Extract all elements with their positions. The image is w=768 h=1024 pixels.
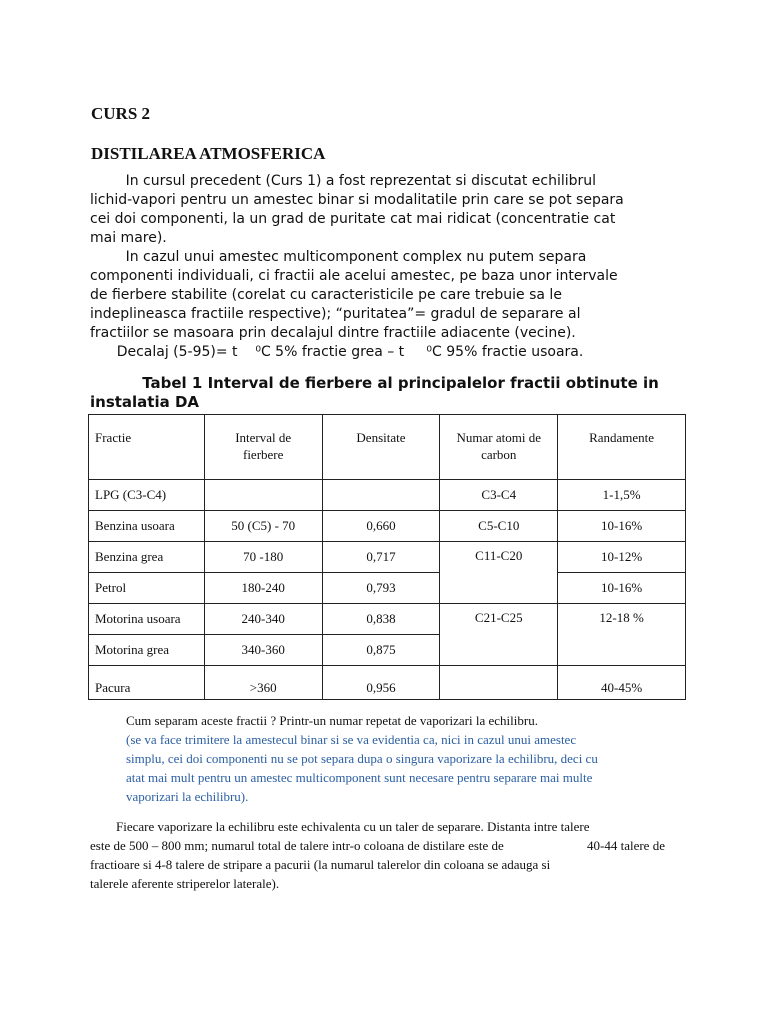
cell-densitate: 0,875 — [322, 635, 440, 666]
cell-interval: 70 -180 — [204, 542, 322, 573]
table-row — [89, 573, 686, 604]
fractions-table — [88, 414, 686, 700]
tray-paragraph — [90, 817, 710, 893]
cell-fractie: Petrol — [89, 573, 205, 604]
tray-line: este de 500 – 800 mm; numarul total de talere intr-o coloana de distilare este de — [90, 838, 504, 853]
table-caption-line: instalatia DA — [90, 393, 200, 411]
cell-randament: 1-1,5% — [558, 480, 686, 511]
intro-line: cei doi componenti, la un grad de puritate cat mai ridicat (concentratie cat — [90, 211, 616, 227]
decalaj-formula: Decalaj (5-95)= t ⁰C 5% fractie grea – t ⁰C 95% fractie usoara. — [90, 344, 584, 360]
header-interval-line: Interval de — [235, 430, 292, 445]
cell-fractie: Motorina usoara — [89, 604, 205, 635]
cell-fractie: Motorina grea — [89, 635, 205, 666]
note-line: vaporizari la echilibru). — [126, 789, 249, 804]
cell-fractie: Benzina grea — [89, 542, 205, 573]
cell-carbon: C5-C10 — [440, 511, 558, 542]
header-densitate: Densitate — [322, 415, 440, 480]
course-title-heading: DISTILAREA ATMOSFERICA — [91, 144, 326, 163]
intro-line: indeplineasca fractiile respective); “puritatea”= gradul de separare al — [90, 306, 581, 322]
intro-line: In cazul unui amestec multicomponent complex nu putem separa — [90, 249, 587, 265]
header-randamente: Randamente — [558, 415, 686, 480]
table-row — [89, 666, 686, 700]
cell-densitate: 0,793 — [322, 573, 440, 604]
intro-line: In cursul precedent (Curs 1) a fost reprezentat si discutat echilibrul — [90, 173, 597, 189]
cell-randament: 12-18 % — [558, 604, 686, 666]
tray-line: talerele aferente striperelor laterale). — [90, 876, 280, 891]
table-header-row — [89, 415, 686, 480]
cell-densitate: 0,717 — [322, 542, 440, 573]
table-row — [89, 604, 686, 635]
cell-interval: 50 (C5) - 70 — [204, 511, 322, 542]
tray-line: Fiecare vaporizare la echilibru este echivalenta cu un taler de separare. Distanta intre talere — [116, 819, 590, 834]
cell-randament: 10-16% — [558, 573, 686, 604]
cell-randament: 40-45% — [558, 666, 686, 700]
intro-line: componenti individuali, ci fractii ale acelui amestec, pe baza unor intervale — [90, 268, 618, 284]
cell-densitate: 0,660 — [322, 511, 440, 542]
intro-paragraph — [90, 172, 650, 362]
table-row — [89, 480, 686, 511]
cell-randament: 10-12% — [558, 542, 686, 573]
intro-line: mai mare). — [90, 230, 167, 246]
cell-fractie: Pacura — [89, 666, 205, 700]
intro-line: lichid-vapori pentru un amestec binar si modalitatile prin care se pot separa — [90, 192, 624, 208]
cell-carbon: C3-C4 — [440, 480, 558, 511]
cell-densitate — [322, 480, 440, 511]
header-interval-line: fierbere — [242, 447, 284, 462]
header-fractie: Fractie — [89, 415, 205, 480]
separation-question: Cum separam aceste fractii ? Printr-un numar repetat de vaporizari la echilibru. — [126, 713, 538, 728]
intro-line: fractiilor se masoara prin decalajul dintre fractiile adiacente (vecine). — [90, 325, 576, 341]
tray-line-row — [90, 836, 710, 855]
header-carbon-line: carbon — [481, 447, 517, 462]
cell-interval — [204, 480, 322, 511]
cell-fractie: Benzina usoara — [89, 511, 205, 542]
cell-interval: 340-360 — [204, 635, 322, 666]
cell-carbon — [440, 666, 558, 700]
tray-count: 40-44 talere de — [587, 838, 665, 853]
header-carbon-line: Numar atomi de — [456, 430, 541, 445]
binary-mixture-note — [126, 730, 686, 806]
cell-interval: 180-240 — [204, 573, 322, 604]
note-line: simplu, cei doi componenti nu se pot separa dupa o singura vaporizare la echilibru, deci cu — [126, 751, 598, 766]
cell-interval: 240-340 — [204, 604, 322, 635]
cell-randament: 10-16% — [558, 511, 686, 542]
table-caption — [90, 374, 659, 412]
cell-carbon: C11-C20 — [440, 542, 558, 604]
note-line: (se va face trimitere la amestecul binar si se va evidentia ca, nici in cazul unui amestec — [126, 732, 577, 747]
cell-interval: >360 — [204, 666, 322, 700]
note-line: atat mai mult pentru un amestec multicomponent sunt necesare pentru separare mai multe — [126, 770, 593, 785]
cell-carbon: C21-C25 — [440, 604, 558, 666]
table-row — [89, 542, 686, 573]
course-number-heading: CURS 2 — [91, 104, 151, 123]
header-carbon — [440, 415, 558, 480]
table-row — [89, 511, 686, 542]
tray-line: fractioare si 4-8 talere de stripare a pacurii (la numarul talerelor din coloana se adauga si — [90, 857, 551, 872]
cell-densitate: 0,838 — [322, 604, 440, 635]
intro-line: de fierbere stabilite (corelat cu caracteristicile pe care trebuie sa le — [90, 287, 562, 303]
table-caption-line: Tabel 1 Interval de fierbere al principalelor fractii obtinute in — [90, 374, 659, 392]
cell-densitate: 0,956 — [322, 666, 440, 700]
cell-fractie: LPG (C3-C4) — [89, 480, 205, 511]
header-interval — [204, 415, 322, 480]
